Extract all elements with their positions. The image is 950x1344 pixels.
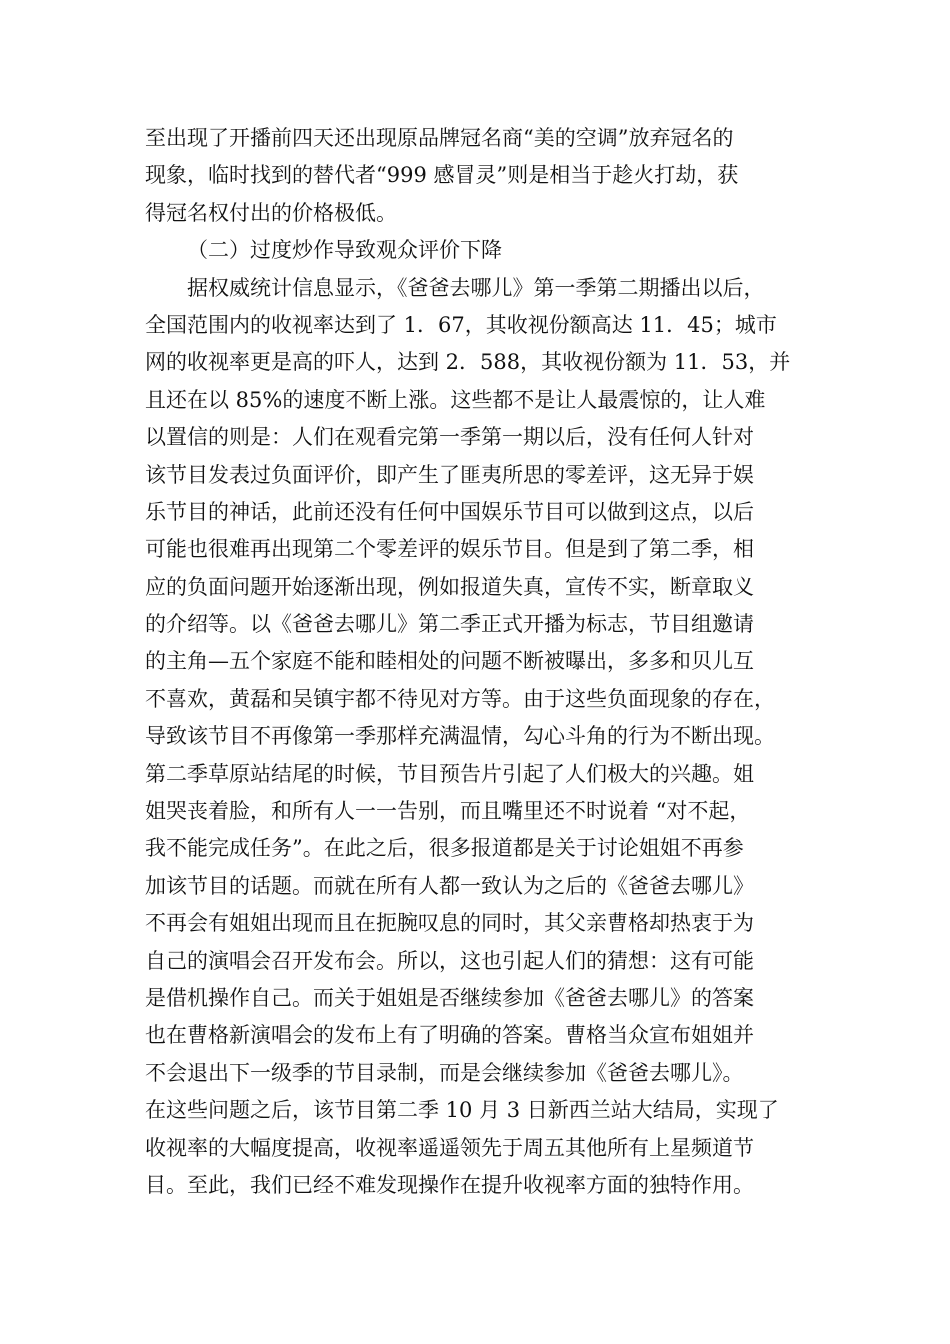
- text-line: 的介绍等。以《爸爸去哪儿》第二季正式开播为标志，节目组邀请: [145, 612, 754, 637]
- text-line: 自己的演唱会召开发布会。所以，这也引起人们的猜想：这有可能: [145, 948, 754, 973]
- text-line: 我不能完成任务”。在此之后，很多报道都是关于讨论姐姐不再参: [145, 836, 744, 861]
- text-line: 应的负面问题开始逐渐出现，例如报道失真，宣传不实，断章取义: [145, 574, 754, 599]
- text-line: 且还在以 85%的速度不断上涨。这些都不是让人最震惊的，让人难: [145, 387, 766, 412]
- text-line: 不喜欢，黄磊和吴镇宇都不待见对方等。由于这些负面现象的存在，: [145, 686, 775, 711]
- text-line: 不会退出下一级季的节目录制，而是会继续参加《爸爸去哪儿》。: [145, 1060, 744, 1085]
- text-line: 至出现了开播前四天还出现原品牌冠名商“美的空调”放弃冠名的: [145, 126, 734, 150]
- text-line: 目。至此，我们已经不难发现操作在提升收视率方面的独特作用。: [145, 1172, 754, 1197]
- text-line: 加该节目的话题。而就在所有人都一致认为之后的《爸爸去哪儿》: [145, 873, 754, 898]
- text-line: 现象，临时找到的替代者“999 感冒灵”则是相当于趁火打劫，获: [145, 163, 739, 188]
- document-body: [145, 120, 805, 1204]
- text-line: 姐哭丧着脸，和所有人一一告别，而且嘴里还不时说着 “对不起，: [145, 799, 751, 824]
- text-line: 网的收视率更是高的吓人，达到 2．588，其收视份额为 11．53，并: [145, 350, 791, 375]
- text-line: 以置信的则是：人们在观看完第一季第一期以后，没有任何人针对: [145, 425, 754, 450]
- text-line: 收视率的大幅度提高，收视率遥遥领先于周五其他所有上星频道节: [145, 1135, 754, 1160]
- text-line: 在这些问题之后，该节目第二季 10 月 3 日新西兰站大结局，实现了: [145, 1098, 779, 1123]
- text-line: 全国范围内的收视率达到了 1．67，其收视份额高达 11．45；城市: [145, 312, 777, 337]
- text-line: 乐节目的神话，此前还没有任何中国娱乐节目可以做到这点，以后: [145, 499, 754, 524]
- text-line: 第二季草原站结尾的时候，节目预告片引起了人们极大的兴趣。姐: [145, 761, 754, 786]
- text-line: 得冠名权付出的价格极低。: [145, 200, 397, 225]
- text-line: 不再会有姐姐出现而且在扼腕叹息的同时，其父亲曹格却热衷于为: [145, 911, 754, 936]
- text-line: 可能也很难再出现第二个零差评的娱乐节目。但是到了第二季，相: [145, 537, 754, 562]
- text-line: 的主角—五个家庭不能和睦相处的问题不断被曝出，多多和贝儿互: [145, 649, 754, 674]
- text-line: 是借机操作自己。而关于姐姐是否继续参加《爸爸去哪儿》的答案: [145, 985, 754, 1010]
- text-line: 导致该节目不再像第一季那样充满温情，勾心斗角的行为不断出现。: [145, 724, 775, 749]
- text-line: 也在曹格新演唱会的发布上有了明确的答案。曹格当众宣布姐姐并: [145, 1023, 754, 1048]
- text-line: 该节目发表过负面评价，即产生了匪夷所思的零差评，这无异于娱: [145, 462, 754, 487]
- paragraph-first-line: 据权威统计信息显示，《爸爸去哪儿》第一季第二期播出以后，: [187, 275, 765, 300]
- section-heading: （二）过度炒作导致观众评价下降: [187, 238, 502, 263]
